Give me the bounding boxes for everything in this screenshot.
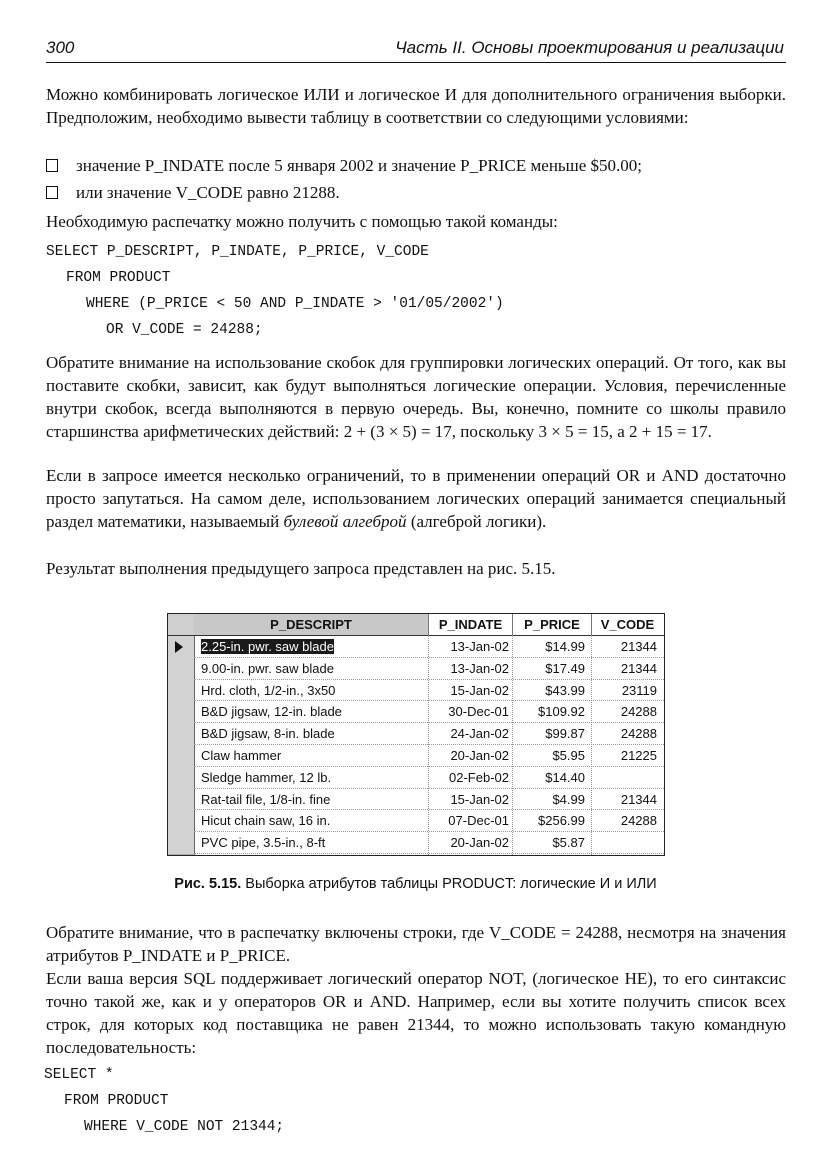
column-header: P_DESCRIPT <box>194 614 429 635</box>
figure-caption <box>0 876 831 892</box>
grid-cell-desc[interactable] <box>198 636 429 658</box>
grid-cell-vcode[interactable]: 21344 <box>620 660 657 676</box>
grid-cell-price[interactable]: $5.87 <box>552 835 585 851</box>
paragraph-text: Если в запросе имеется несколько ограничений, то в применении операций OR и AND достаточно просто запутаться. На самом деле, использованием логических операций занимается специальный раздел математики, называемый <box>46 466 786 531</box>
grid-cell-vcode[interactable]: 21344 <box>620 791 657 807</box>
bullet-text: значение P_INDATE после 5 января 2002 и значение P_PRICE меньше $50.00; <box>76 156 643 175</box>
row-divider <box>194 853 664 854</box>
paragraph-not-operator: Если ваша версия SQL поддерживает логический оператор NOT, (логическое НЕ), то его синтаксис точно такой же, как и у операторов OR и AND. Например, если вы хотите получить список всех строк, для которых код поставщика не равен 21344, то можно использовать такую командную последовательность: <box>46 969 786 1057</box>
grid-cell-price[interactable]: $14.40 <box>545 769 585 785</box>
paragraph-command-intro: Необходимую распечатку можно получить с помощью такой команды: <box>46 212 558 231</box>
grid-cell-desc[interactable]: Hrd. cloth, 1/2-in., 3x50 <box>201 682 336 698</box>
grid-cell-desc[interactable]: B&D jigsaw, 8-in. blade <box>201 726 335 742</box>
code-line: WHERE (P_PRICE < 50 AND P_INDATE > '01/05/2002') <box>86 296 504 312</box>
grid-cell-price[interactable]: $14.99 <box>545 639 585 654</box>
column-header: V_CODE <box>592 614 663 635</box>
code-line: SELECT P_DESCRIPT, P_INDATE, P_PRICE, V_CODE <box>46 244 429 260</box>
grid-cell-desc[interactable]: Claw hammer <box>201 748 282 763</box>
paragraph-result-ref: Результат выполнения предыдущего запроса представлен на рис. 5.15. <box>46 559 556 578</box>
code-line: OR V_CODE = 24288; <box>106 322 263 338</box>
grid-cell-date[interactable]: 20-Jan-02 <box>450 835 509 851</box>
grid-cell-vcode[interactable]: 21225 <box>620 748 657 763</box>
grid-cell-date[interactable]: 15-Jan-02 <box>450 791 509 807</box>
grid-cell-vcode[interactable] <box>593 832 660 854</box>
chapter-title: Часть II. Основы проектирования и реализации <box>395 38 784 57</box>
row-selector[interactable] <box>168 658 195 681</box>
grid-cell-price[interactable]: $43.99 <box>545 682 585 698</box>
code-line: SELECT * <box>44 1067 114 1083</box>
row-selector[interactable] <box>168 723 195 746</box>
figure-label: Рис. 5.15. <box>174 876 242 892</box>
grid-cell-date[interactable]: 07-Dec-01 <box>448 813 509 829</box>
row-selector[interactable] <box>168 745 195 768</box>
grid-cell-desc[interactable]: Sledge hammer, 12 lb. <box>201 769 332 785</box>
selected-cell-text: 2.25-in. pwr. saw blade <box>201 639 334 654</box>
query-result-grid <box>167 613 665 856</box>
grid-cell-date[interactable]: 13-Jan-02 <box>450 660 509 676</box>
grid-cell-desc[interactable]: 9.00-in. pwr. saw blade <box>201 660 334 676</box>
paragraph-intro: Можно комбинировать логическое ИЛИ и логическое И для дополнительного ограничения выборки. Предположим, необходимо вывести таблицу в соответствии со следующими условиями: <box>46 85 786 127</box>
grid-cell-price[interactable]: $5.95 <box>552 748 585 763</box>
row-selector[interactable] <box>168 636 195 659</box>
bullet-item <box>46 181 786 204</box>
paragraph-parentheses: Обратите внимание на использование скобок для группировки логических операций. От того, как вы поставите скобки, зависит, как будут выполняться логические операции. Условия, перечисленные внутри скобок, всегда выполняются в первую очередь. Вы, конечно, помните со школы правило старшинства арифметических действий: 2 + (3 × 5) = 17, поскольку 3 × 5 = 15, а 2 + 15 = 17. <box>46 353 786 441</box>
grid-cell-price[interactable]: $17.49 <box>545 660 585 676</box>
bullet-item <box>46 154 786 177</box>
grid-cell-price[interactable]: $4.99 <box>552 791 585 807</box>
grid-cell-date[interactable]: 20-Jan-02 <box>450 748 509 763</box>
bullet-text: или значение V_CODE равно 21288. <box>76 183 340 202</box>
row-selector[interactable] <box>168 789 195 812</box>
grid-cell-desc[interactable]: B&D jigsaw, 12-in. blade <box>201 704 342 720</box>
grid-cell-date[interactable]: 15-Jan-02 <box>450 682 509 698</box>
code-line: FROM PRODUCT <box>66 270 171 286</box>
grid-cell-date[interactable]: 02-Feb-02 <box>449 769 509 785</box>
current-row-arrow-icon <box>175 641 183 653</box>
grid-cell-date[interactable]: 30-Dec-01 <box>448 704 509 720</box>
grid-cell-desc[interactable]: Rat-tail file, 1/8-in. fine <box>201 791 331 807</box>
column-divider <box>591 635 592 855</box>
paragraph-text: (алгеброй логики). <box>410 512 547 531</box>
grid-header-row <box>168 614 664 636</box>
running-header <box>46 36 786 63</box>
grid-corner <box>168 614 195 635</box>
figure-caption-text: Выборка атрибутов таблицы PRODUCT: логические И и ИЛИ <box>245 876 657 892</box>
code-line: WHERE V_CODE NOT 21344; <box>84 1119 285 1135</box>
code-line: FROM PRODUCT <box>64 1093 169 1109</box>
column-header: P_PRICE <box>513 614 592 635</box>
grid-cell-vcode[interactable]: 24288 <box>620 726 657 742</box>
grid-cell-price[interactable]: $99.87 <box>545 726 585 742</box>
paragraph-note: Обратите внимание, что в распечатку включены строки, где V_CODE = 24288, несмотря на значения атрибутов P_INDATE и P_PRICE. <box>46 923 786 965</box>
row-selector[interactable] <box>168 701 195 724</box>
grid-cell-vcode[interactable] <box>593 767 660 789</box>
grid-cell-desc[interactable]: Hicut chain saw, 16 in. <box>201 813 331 829</box>
grid-cell-vcode[interactable]: 21344 <box>620 639 657 654</box>
checkbox-bullet-icon <box>46 159 58 172</box>
grid-cell-desc[interactable]: PVC pipe, 3.5-in., 8-ft <box>201 835 326 851</box>
emphasized-term: булевой алгеброй <box>283 512 407 531</box>
grid-cell-vcode[interactable]: 24288 <box>620 813 657 829</box>
row-selector[interactable] <box>168 832 195 855</box>
row-selector[interactable] <box>168 680 195 703</box>
grid-cell-date[interactable]: 13-Jan-02 <box>450 639 509 654</box>
paragraph-boolean-algebra <box>46 464 786 533</box>
column-header: P_INDATE <box>429 614 513 635</box>
row-selector[interactable] <box>168 767 195 790</box>
row-selector[interactable] <box>168 810 195 833</box>
checkbox-bullet-icon <box>46 186 58 199</box>
grid-cell-date[interactable]: 24-Jan-02 <box>450 726 509 742</box>
grid-cell-vcode[interactable]: 24288 <box>620 704 657 720</box>
grid-cell-vcode[interactable]: 23119 <box>621 682 657 698</box>
grid-cell-price[interactable]: $256.99 <box>538 813 585 829</box>
page-number: 300 <box>46 38 75 57</box>
grid-cell-price[interactable]: $109.92 <box>538 704 585 720</box>
